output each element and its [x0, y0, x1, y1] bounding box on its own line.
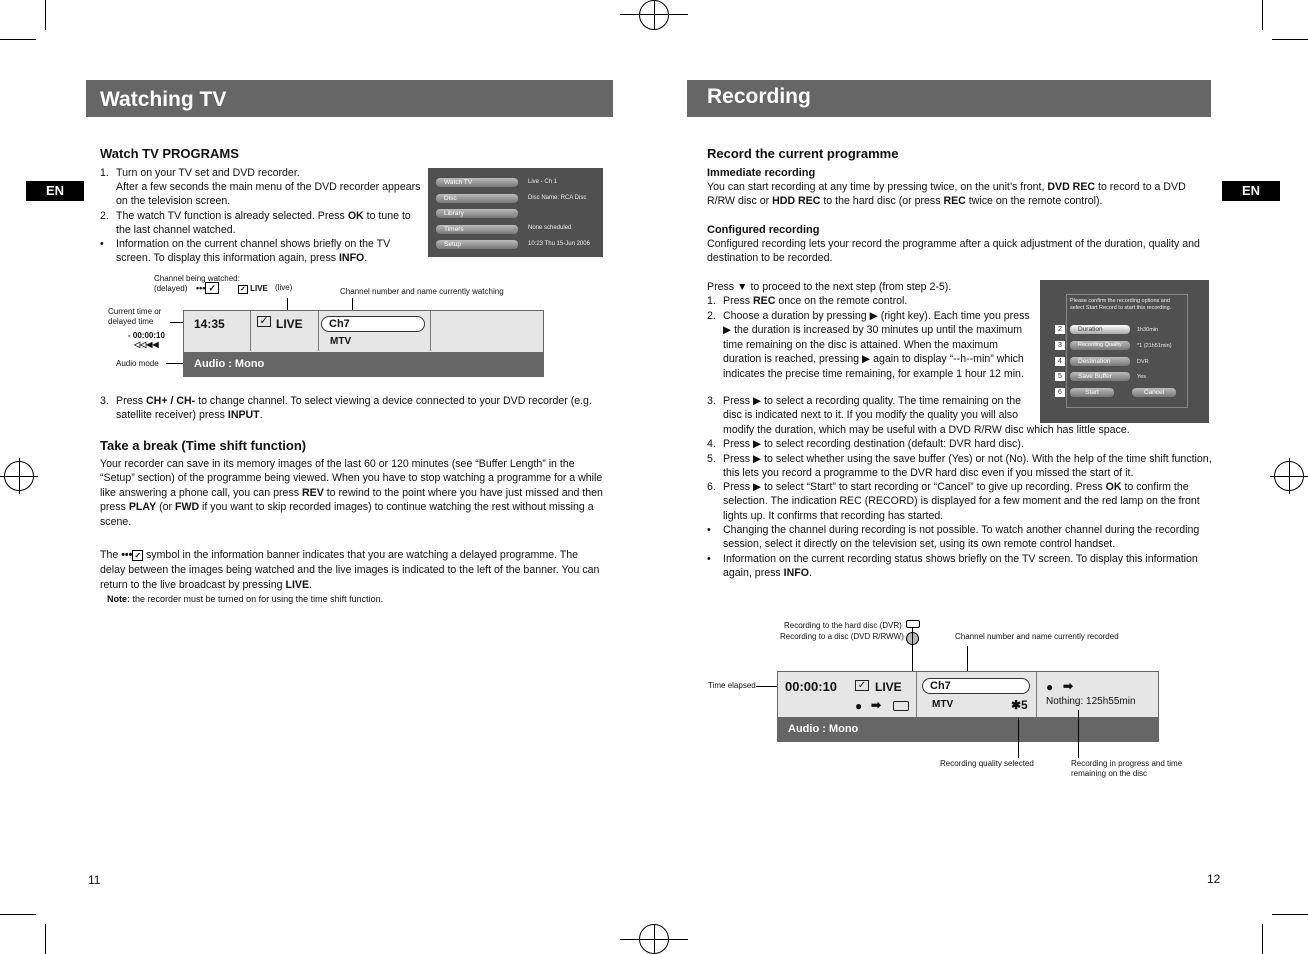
leader-line — [1018, 718, 1019, 758]
page-number: 11 — [88, 873, 101, 887]
sub-heading: Immediate recording — [707, 167, 816, 179]
list-item: • Information on the current recording status shows briefly on the TV screen. To display this information again, press INFO. — [707, 553, 1198, 580]
paragraph: Your recorder can save in its memory images of the last 60 or 120 minutes (see “Buffer Length” in the “Setup” section) of the programme being viewed. When you have to stop watching a programme for a while like answering a phone call, you can press REV to rewind to the point where you have just missed and then press PLAY (or FWD if you want to skip recorded images) to continue watching the rest without missing a scene. — [100, 458, 603, 528]
list-item: 3. Press ▶ to select a recording quality. The time remaining on the disc is indicated next to it. If you modify the quality you will also — [707, 395, 1022, 422]
registration-line — [19, 458, 20, 494]
step-number: 3 — [1055, 341, 1065, 350]
list-item: 6. Press ▶ to select “Start” to start recording or “Cancel” to give up recording. Press OK to confirm the selection. The indication REC (RECORD) is displayed for a few moment and the red lamp on the front lights up. It confirms that recording has started. — [707, 481, 1200, 522]
list-item: 5. Press ▶ to select whether using the save buffer (Yes) or not (No). With the help of the time shift function, this lets you record a programme to the DVR hard disc even if you missed the start of it. — [707, 453, 1212, 480]
banner-nothing: Nothing: 125h55min — [1046, 696, 1136, 707]
banner-channel: Ch7 — [922, 678, 1030, 694]
banner-time-cell — [184, 311, 251, 351]
live-symbol: ✓ LIVE — [240, 284, 268, 293]
banner-quality: ✱5 — [1011, 698, 1028, 712]
record-dot-icon: ● — [855, 699, 863, 713]
banner-time: 14:35 — [194, 317, 225, 331]
delay-value: - 00:00:10 — [128, 331, 165, 340]
menu-item-quality: Recording Quality — [1070, 341, 1130, 350]
label-time-elapsed: Time elapsed — [708, 681, 756, 690]
menu-item-watch-tv: Watch TV — [436, 178, 518, 187]
menu-item-destination: Destination — [1070, 357, 1130, 366]
label-current-time: Current time or delayed time — [108, 307, 162, 326]
registration-line — [654, 0, 655, 30]
language-tab: EN — [1222, 181, 1280, 201]
banner-channel-name: MTV — [330, 336, 352, 347]
page-title-bar — [86, 80, 613, 117]
step-number: 4 — [1055, 357, 1065, 366]
banner-elapsed-cell — [778, 672, 917, 718]
banner-live: LIVE — [875, 680, 902, 694]
label-quality: Recording quality selected — [940, 759, 1034, 768]
menu-info: Disc Name: RCA Disc — [528, 195, 587, 201]
menu-item-save-buffer: Save Buffer — [1070, 372, 1130, 381]
crop-mark — [0, 914, 36, 915]
banner-channel-cell — [318, 311, 431, 351]
tv-icon: ✓ — [257, 316, 271, 327]
menu-value: Yes — [1137, 374, 1146, 380]
section-heading: Take a break (Time shift function) — [100, 438, 307, 453]
label-audio-mode: Audio mode — [116, 359, 159, 368]
banner-elapsed: 00:00:10 — [785, 679, 838, 694]
label-channel-watched: Channel being watched: — [154, 274, 240, 283]
delayed-symbol-icon: ••• ✓ — [196, 283, 219, 293]
banner-audio: Audio : Mono — [184, 352, 543, 376]
menu-item-library: Library — [436, 209, 518, 218]
menu-item-setup: Setup — [436, 240, 518, 249]
paragraph: Press ▼ to proceed to the next step (from step 2-5). — [707, 281, 952, 293]
arrow-icon: ➡ — [871, 698, 882, 712]
step-number: 6 — [1055, 388, 1065, 397]
crop-mark — [45, 924, 46, 954]
tv-icon: ✓ — [855, 680, 869, 691]
crop-mark — [1272, 914, 1308, 915]
paragraph: The ••• ✓ symbol in the information banner indicates that you are watching a delayed programme. The delay between the images being watched and the live images is indicated to the left of the banner. You can return to the live broadcast by pressing LIVE. — [100, 549, 600, 591]
section-heading: Record the current programme — [707, 146, 899, 161]
label-progress: Recording in progress and time remaining on the disc — [1071, 759, 1183, 778]
paragraph: You can start recording at any time by pressing twice, on the unit’s front, DVD REC to record to a DVD R/RW disc or HDD REC to the hard disc (or press REC twice on the remote control). — [707, 181, 1186, 208]
menu-value: *1 (21h51min) — [1137, 343, 1172, 349]
recording-banner — [777, 671, 1159, 742]
menu-value: 1h30min — [1137, 327, 1159, 333]
menu-info: 10:23 Thu 15-Jun 2006 — [528, 241, 590, 247]
banner-audio: Audio : Mono — [778, 717, 1158, 741]
menu-info: Live - Ch 1 — [528, 179, 558, 185]
list-item: 4. Press ▶ to select recording destination (default: DVR hard disc). — [707, 438, 1024, 450]
language-tab: EN — [26, 181, 84, 201]
page-title-bar — [687, 80, 1211, 117]
hdd-icon — [893, 701, 909, 711]
menu-item-timers: Timers — [436, 225, 518, 234]
label-dvd: Recording to a disc (DVD R/RWW) — [780, 632, 904, 641]
step-number: 2 — [1055, 325, 1065, 334]
label-hdd: Recording to the hard disc (DVR) — [784, 621, 902, 630]
rewind-icon: ◁◁◀◀ — [134, 340, 159, 349]
hdd-icon — [906, 620, 920, 628]
label-channel-recorded: Channel number and name currently recorded — [955, 632, 1119, 641]
label-channel-name: Channel number and name currently watching — [340, 287, 504, 296]
menu-info: None scheduled — [528, 225, 572, 231]
list-item: 2. Choose a duration by pressing ▶ (right key). Each time you press ▶ the duration is increased by 30 minutes up until the maximum time remaining on the disc is attained. When the maximum duration is reached, pressing ▶ again to display “--h--min” which indicates the precise time remaining, for example 1 hour 12 min. — [707, 310, 1030, 380]
paragraph: modify the duration, which may be useful with a DVD R/RW disc which has little space. — [723, 424, 1130, 436]
list-item: • Information on the current channel shows briefly on the TV screen. To display this information again, press INFO. — [100, 238, 391, 265]
banner-channel-name: MTV — [932, 699, 954, 710]
menu-button-start: Start — [1070, 388, 1114, 397]
banner-channel-cell — [916, 672, 1037, 718]
menu-item-disc: Disc — [436, 194, 518, 203]
menu-value: DVR — [1137, 359, 1149, 365]
sub-heading: Configured recording — [707, 224, 820, 236]
banner-live: LIVE — [276, 317, 303, 331]
note: Note: the recorder must be turned on for using the time shift function. — [107, 594, 384, 604]
paragraph: Configured recording lets your record the programme after a quick adjustment of the duration, quality and destination to be recorded. — [707, 238, 1200, 265]
registration-line — [1289, 458, 1290, 494]
menu-frame — [1066, 294, 1188, 408]
menu-button-cancel: Cancel — [1132, 388, 1176, 397]
section-heading: Watch TV PROGRAMS — [100, 146, 239, 161]
crop-mark — [45, 0, 46, 30]
crop-mark — [1262, 0, 1263, 30]
info-banner — [183, 310, 544, 377]
banner-live-cell — [250, 311, 319, 351]
banner-channel: Ch7 — [321, 316, 425, 332]
record-dot-icon: ● — [1046, 680, 1054, 694]
page-number: 12 — [1207, 872, 1221, 886]
crop-mark — [0, 39, 36, 40]
list-item: • Changing the channel during recording is not possible. To watch another channel during the recording session, select it directly on the television set, using its own remote control handset. — [707, 524, 1200, 551]
delayed-symbol-icon: ••• ✓ — [121, 549, 142, 561]
list-item: 1. Turn on your TV set and DVD recorder. — [100, 167, 300, 179]
crop-mark — [1272, 39, 1308, 40]
label-live: (live) — [275, 283, 293, 292]
crop-mark — [1262, 924, 1263, 954]
menu-item-duration: Duration — [1070, 325, 1130, 334]
list-item: 1. Press REC once on the remote control. — [707, 295, 908, 307]
list-item: 2. The watch TV function is already selected. Press OK to tune to the last channel watched. — [100, 210, 411, 237]
menu-prompt: Please confirm the recording options and select Start Record to start this recording. — [1070, 298, 1172, 311]
registration-line — [654, 924, 655, 954]
list-item: After a few seconds the main menu of the DVD recorder appears on the television screen. — [116, 181, 421, 208]
page-title: Watching TV — [100, 88, 227, 111]
arrow-icon: ➡ — [1063, 679, 1074, 693]
label-delayed: (delayed) — [154, 284, 188, 293]
recording-options-screenshot — [1040, 280, 1209, 423]
main-menu-screenshot — [428, 168, 603, 257]
step-number: 5 — [1055, 372, 1065, 381]
page-title: Recording — [707, 85, 811, 108]
list-item: 3. Press CH+ / CH- to change channel. To select viewing a device connected to your DVD recorder (e.g. satellite receiver) press INPUT. — [100, 395, 592, 422]
leader-line — [1078, 710, 1079, 758]
